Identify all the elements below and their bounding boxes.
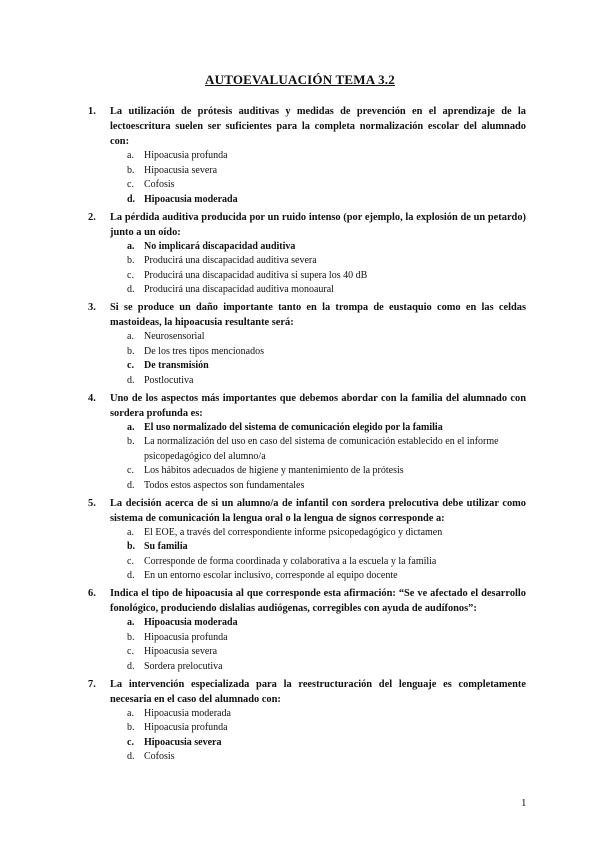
option-text: La normalización del uso en caso del sistema de comunicación establecido en el informe psicopedagógico del alumno/a (144, 436, 499, 462)
answer-option (127, 345, 526, 360)
answer-option (127, 164, 526, 179)
option-letter: d. (127, 479, 135, 491)
question-list (88, 104, 526, 767)
answer-option (127, 435, 526, 464)
option-letter: d. (127, 374, 135, 386)
answer-option (127, 569, 526, 584)
option-text: Hipoacusia severa (144, 164, 218, 176)
question-text: La intervención especializada para la reestructuración del lenguaje es completamente necesaria en el caso del alumnado con: (110, 678, 526, 705)
option-letter: c. (127, 465, 134, 476)
option-letter: b. (127, 436, 135, 447)
option-letter: b. (127, 541, 136, 552)
option-letter: a. (127, 240, 135, 252)
question-text: La pérdida auditiva producida por un ruido intenso (por ejemplo, la explosión de un petardo) junto a un oído: (110, 211, 526, 238)
answer-option-correct (127, 616, 526, 631)
option-text: El uso normalizado del sistema de comunicación elegido por la familia (144, 421, 443, 433)
question-row (88, 677, 526, 707)
option-text: Hipoacusia moderada (144, 617, 238, 628)
question-item (88, 210, 526, 298)
answer-option-correct (127, 240, 526, 255)
option-text: El EOE, a través del correspondiente informe psicopedagógico y dictamen (144, 526, 443, 538)
option-letter: b. (127, 345, 135, 357)
question-number: 5. (88, 497, 96, 509)
option-letter: a. (127, 150, 134, 161)
option-letter: b. (127, 255, 135, 266)
option-text: Hipoacusia moderada (144, 193, 238, 205)
answer-options (88, 616, 526, 674)
page-number: 1 (521, 797, 527, 809)
question-number: 2. (88, 211, 96, 223)
question-item (88, 677, 526, 765)
question-row (88, 210, 526, 240)
option-letter: c. (127, 646, 134, 657)
option-text: Los hábitos adecuados de higiene y mantenimiento de la prótesis (144, 465, 404, 476)
option-text: Hipoacusia severa (144, 736, 222, 748)
option-text: Hipoacusia severa (144, 646, 218, 657)
option-text: Producirá una discapacidad auditiva severa (144, 255, 317, 266)
option-letter: b. (127, 631, 135, 643)
answer-option (127, 660, 526, 675)
option-text: Corresponde de forma coordinada y colaborativa a la escuela y la familia (144, 555, 437, 567)
answer-option (127, 178, 526, 193)
option-text: Postlocutiva (144, 374, 194, 386)
option-letter: b. (127, 722, 135, 733)
question-number: 3. (88, 302, 96, 313)
answer-option (127, 269, 526, 284)
option-letter: c. (127, 736, 134, 748)
option-text: Cofosis (144, 751, 175, 762)
option-text: Su familia (144, 541, 188, 552)
question-row (88, 104, 526, 149)
answer-option (127, 283, 526, 298)
option-letter: d. (127, 751, 135, 762)
question-text: Uno de los aspectos más importantes que debemos abordar con la familia del alumnado con sordera profunda es: (110, 392, 526, 419)
question-item (88, 300, 526, 388)
question-number: 6. (88, 588, 96, 599)
option-text: Hipoacusia moderada (144, 707, 231, 719)
option-letter: c. (127, 269, 134, 281)
answer-option-correct (127, 540, 526, 555)
option-letter: d. (127, 193, 136, 205)
option-text: Hipoacusia profunda (144, 150, 228, 161)
option-letter: a. (127, 617, 135, 628)
option-letter: d. (127, 570, 135, 581)
answer-options (88, 330, 526, 388)
option-text: Cofosis (144, 179, 175, 190)
answer-option (127, 149, 526, 164)
answer-option (127, 721, 526, 736)
question-number: 1. (88, 106, 96, 117)
option-letter: d. (127, 660, 135, 672)
answer-option-correct (127, 421, 526, 436)
answer-option-correct (127, 359, 526, 374)
option-text: Producirá una discapacidad auditiva si supera los 40 dB (144, 269, 368, 281)
answer-option (127, 374, 526, 389)
option-text: No implicará discapacidad auditiva (144, 240, 296, 252)
page-title: AUTOEVALUACIÓN TEMA 3.2 (205, 72, 395, 87)
question-item (88, 391, 526, 494)
question-item (88, 496, 526, 584)
answer-option (127, 254, 526, 269)
option-text: En un entorno escolar inclusivo, corresponde al equipo docente (144, 570, 398, 581)
option-letter: c. (127, 555, 134, 567)
question-row (88, 496, 526, 526)
question-row (88, 391, 526, 421)
option-text: Hipoacusia profunda (144, 722, 228, 733)
question-row (88, 586, 526, 616)
answer-option (127, 526, 526, 541)
option-letter: a. (127, 707, 134, 719)
option-text: De transmisión (144, 360, 209, 371)
option-text: Producirá una discapacidad auditiva monoaural (144, 284, 334, 295)
answer-option (127, 750, 526, 765)
answer-option-correct (127, 193, 526, 208)
question-number: 4. (88, 392, 96, 404)
option-letter: c. (127, 360, 134, 371)
option-text: De los tres tipos mencionados (144, 345, 264, 357)
answer-option (127, 631, 526, 646)
option-letter: c. (127, 179, 134, 190)
question-number: 7. (88, 678, 96, 690)
answer-options (88, 149, 526, 207)
option-letter: b. (127, 164, 135, 176)
answer-option (127, 330, 526, 345)
option-text: Hipoacusia profunda (144, 631, 228, 643)
answer-option (127, 707, 526, 722)
question-item (88, 586, 526, 674)
answer-options (88, 526, 526, 584)
question-row (88, 300, 526, 330)
answer-option-correct (127, 736, 526, 751)
answer-option (127, 479, 526, 494)
answer-option (127, 555, 526, 570)
answer-option (127, 645, 526, 660)
answer-options (88, 240, 526, 298)
question-text: Indica el tipo de hipoacusia al que corresponde esta afirmación: “Se ve afectado el desarrollo fonológico, produciendo dislalias audiógenas, corregibles con ayuda de audífonos”: (110, 588, 526, 614)
option-letter: a. (127, 526, 134, 538)
question-text: La decisión acerca de si un alumno/a de infantil con sordera prelocutiva debe utilizar como sistema de comunicación la lengua oral o la lengua de signos corresponde a: (110, 497, 526, 524)
option-text: Sordera prelocutiva (144, 660, 223, 672)
answer-option (127, 464, 526, 479)
question-item (88, 104, 526, 207)
option-text: Todos estos aspectos son fundamentales (144, 479, 305, 491)
question-text: La utilización de prótesis auditivas y medidas de prevención en el aprendizaje de la lectoescritura suelen ser suficientes para la completa normalización escolar del alumnado con: (110, 106, 526, 147)
option-text: Neurosensorial (144, 331, 205, 342)
option-letter: a. (127, 421, 135, 433)
question-text: Si se produce un daño importante tanto en la trompa de eustaquio como en las celdas mastoideas, la hipoacusia resultante será: (110, 302, 526, 328)
answer-options (88, 707, 526, 765)
answer-options (88, 421, 526, 494)
option-letter: d. (127, 284, 135, 295)
option-letter: a. (127, 331, 134, 342)
